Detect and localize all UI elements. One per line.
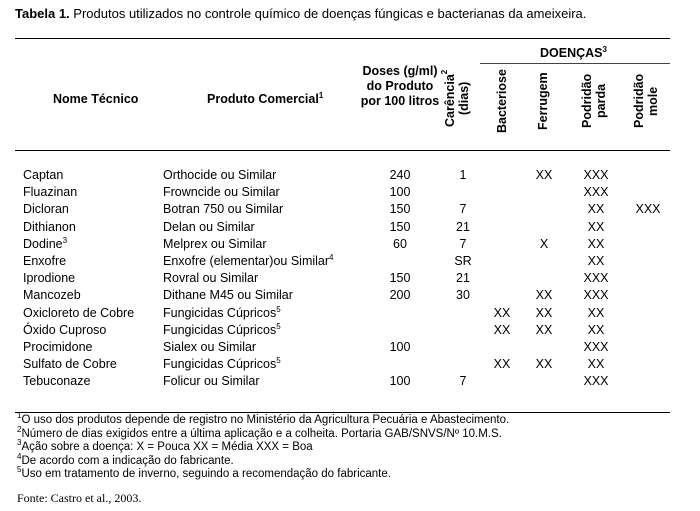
cell-bacteriose: XX bbox=[493, 305, 511, 320]
table-row bbox=[0, 339, 700, 356]
cell-podridao-parda: XX bbox=[587, 219, 605, 234]
cell-dose: 200 bbox=[389, 288, 411, 303]
table-row bbox=[0, 219, 700, 236]
cell-carencia: 30 bbox=[456, 288, 470, 303]
cell-podridao-parda: XXX bbox=[583, 340, 609, 354]
cell-ferrugem: XX bbox=[535, 322, 553, 337]
table-caption bbox=[15, 6, 586, 21]
cell-podridao-mole: XXX bbox=[635, 202, 661, 217]
header-carencia: Carência$^2$ (dias) bbox=[439, 69, 471, 127]
cell-nome-tecnico: Óxido Cuproso bbox=[23, 322, 107, 337]
cell-carencia: 1 bbox=[459, 168, 467, 182]
table-row bbox=[0, 373, 700, 390]
cell-dose: 150 bbox=[389, 271, 411, 286]
source-citation: Fonte: Castro et al., 2003. bbox=[17, 491, 142, 505]
cell-carencia: 21 bbox=[456, 271, 470, 286]
cell-ferrugem: XX bbox=[535, 357, 553, 372]
cell-podridao-parda: XX bbox=[587, 254, 605, 268]
cell-produto-comercial: Folicur ou Similar bbox=[163, 374, 260, 389]
header-podridao-mole: Podridão mole bbox=[632, 73, 660, 129]
cell-carencia: 7 bbox=[459, 202, 467, 217]
cell-bacteriose: XX bbox=[493, 322, 511, 337]
cell-dose: 100 bbox=[389, 340, 411, 354]
cell-produto-comercial: Melprex ou Similar bbox=[163, 236, 267, 251]
cell-nome-tecnico: Dicloran bbox=[23, 202, 69, 217]
footnote: $^2$Número de dias exigidos entre a última aplicação e a colheita. Portaria GAB/SNVS/Nº 10.M.S. bbox=[17, 424, 502, 440]
footnotes bbox=[17, 411, 510, 482]
cell-dose: 150 bbox=[389, 202, 411, 217]
header-produto-comercial: Produto Comercial$^1$ bbox=[207, 90, 324, 106]
header-doses: Doses (g/ml) do Produto por 100 litros bbox=[360, 64, 440, 108]
table-row bbox=[0, 236, 700, 253]
table-row bbox=[0, 201, 700, 218]
cell-produto-comercial: Delan ou Similar bbox=[163, 219, 255, 234]
cell-podridao-parda: XX bbox=[587, 322, 605, 337]
cell-nome-tecnico: Captan bbox=[23, 168, 64, 182]
cell-produto-comercial: Fungicidas Cúpricos$^5$ bbox=[163, 304, 281, 320]
cell-dose: 100 bbox=[389, 185, 411, 200]
header-nome-tecnico: Nome Técnico bbox=[53, 92, 139, 106]
cell-podridao-parda: XXX bbox=[583, 271, 609, 286]
cell-nome-tecnico: Dithianon bbox=[23, 219, 76, 234]
cell-produto-comercial: Dithane M45 ou Similar bbox=[163, 288, 293, 303]
footnote: $^4$De acordo com a indicação do fabricante. bbox=[17, 451, 234, 467]
cell-nome-tecnico: Dodine$^3$ bbox=[23, 235, 68, 251]
cell-carencia: 7 bbox=[459, 374, 467, 389]
cell-dose: 60 bbox=[393, 236, 407, 251]
cell-dose: 240 bbox=[389, 168, 411, 182]
cell-nome-tecnico: Procimidone bbox=[23, 340, 93, 354]
top-rule bbox=[15, 38, 670, 39]
cell-produto-comercial: Enxofre (elementar)ou Similar$^4$ bbox=[163, 252, 334, 268]
cell-bacteriose: XX bbox=[493, 357, 511, 372]
cell-nome-tecnico: Tebuconaze bbox=[23, 374, 91, 389]
cell-carencia: 21 bbox=[456, 219, 470, 234]
footnote: $^5$Uso em tratamento de inverno, seguindo a recomendação do fabricante. bbox=[17, 465, 391, 480]
cell-produto-comercial: Fungicidas Cúpricos$^5$ bbox=[163, 356, 281, 372]
cell-ferrugem: XX bbox=[535, 288, 553, 303]
cell-nome-tecnico: Oxicloreto de Cobre bbox=[23, 305, 135, 320]
table-row bbox=[0, 270, 700, 287]
cell-nome-tecnico: Enxofre bbox=[23, 254, 67, 268]
table-row bbox=[0, 356, 700, 373]
cell-podridao-parda: XX bbox=[587, 236, 605, 251]
table-row bbox=[0, 322, 700, 339]
table-row bbox=[0, 287, 700, 304]
footnote: $^1$O uso dos produtos depende de registro no Ministério da Agricultura Pecuária e Abastecimento. bbox=[17, 411, 510, 426]
cell-ferrugem: XX bbox=[535, 305, 553, 320]
cell-podridao-parda: XX bbox=[587, 202, 605, 217]
cell-podridao-parda: XX bbox=[587, 357, 605, 372]
cell-nome-tecnico: Mancozeb bbox=[23, 288, 81, 303]
header-doencas: DOENÇAS$^3$ bbox=[540, 44, 607, 60]
header-rule bbox=[15, 150, 670, 151]
cell-podridao-parda: XXX bbox=[583, 168, 609, 182]
cell-ferrugem: X bbox=[539, 236, 549, 251]
cell-dose: 150 bbox=[389, 219, 411, 234]
cell-produto-comercial: Frowncide ou Similar bbox=[163, 185, 280, 200]
cell-nome-tecnico: Sulfato de Cobre bbox=[23, 357, 117, 372]
header-bacteriose: Bacteriose bbox=[495, 69, 509, 133]
cell-produto-comercial: Fungicidas Cúpricos$^5$ bbox=[163, 321, 281, 337]
table-row bbox=[0, 305, 700, 322]
bottom-rule bbox=[15, 412, 670, 413]
cell-podridao-parda: XX bbox=[587, 305, 605, 320]
header-ferrugem: Ferrugem bbox=[536, 72, 550, 130]
cell-carencia: 7 bbox=[459, 236, 467, 251]
cell-nome-tecnico: Iprodione bbox=[23, 271, 76, 286]
cell-produto-comercial: Orthocide ou Similar bbox=[163, 168, 277, 182]
cell-produto-comercial: Sialex ou Similar bbox=[163, 340, 257, 354]
header-podridao-parda: Podridão parda bbox=[580, 73, 608, 129]
cell-dose: 100 bbox=[389, 374, 411, 389]
footnote: $^3$Ação sobre a doença: X = Pouca XX = Média XXX = Boa bbox=[17, 438, 313, 453]
table-row bbox=[0, 253, 700, 270]
cell-produto-comercial: Botran 750 ou Similar bbox=[163, 202, 284, 217]
cell-carencia: SR bbox=[454, 254, 472, 268]
table-row bbox=[0, 167, 700, 184]
cell-ferrugem: XX bbox=[535, 168, 553, 182]
table-row bbox=[0, 184, 700, 201]
cell-nome-tecnico: Fluazinan bbox=[23, 185, 78, 200]
cell-produto-comercial: Rovral ou Similar bbox=[163, 271, 259, 286]
doencas-rule bbox=[480, 63, 670, 64]
caption-text: Produtos utilizados no controle químico de doenças fúngicas e bacterianas da ameixeira. bbox=[69, 6, 587, 21]
cell-podridao-parda: XXX bbox=[583, 288, 609, 303]
cell-podridao-parda: XXX bbox=[583, 185, 609, 200]
cell-podridao-parda: XXX bbox=[583, 374, 609, 389]
caption-label: Tabela 1. bbox=[15, 6, 70, 21]
